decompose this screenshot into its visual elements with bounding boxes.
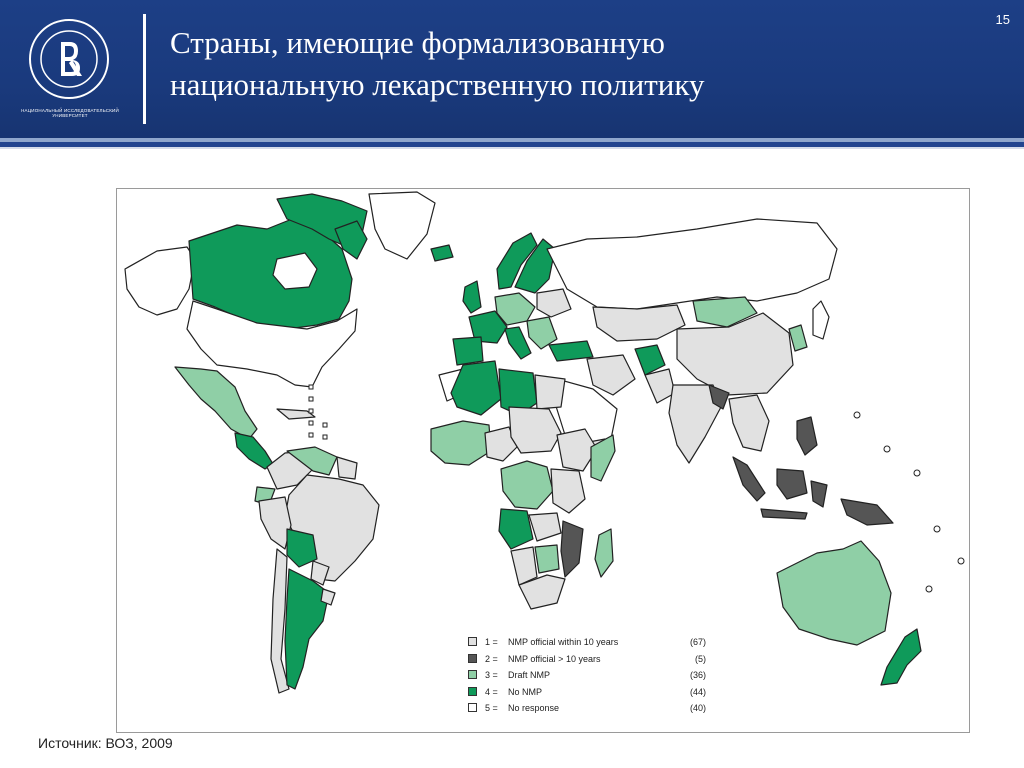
region-ukraine bbox=[537, 289, 571, 317]
map-legend bbox=[468, 636, 706, 719]
region-korea bbox=[789, 325, 807, 351]
legend-row-5 bbox=[468, 702, 706, 719]
region-southeast-asia bbox=[729, 395, 769, 451]
legend-count: (40) bbox=[689, 703, 706, 713]
legend-num: 2 = bbox=[485, 653, 498, 664]
region-guiana bbox=[337, 457, 357, 479]
legend-label: No NMP bbox=[508, 686, 543, 697]
region-russia bbox=[547, 219, 837, 309]
legend-num: 3 = bbox=[485, 670, 498, 680]
region-sumatra bbox=[733, 457, 765, 501]
region-new-zealand bbox=[881, 629, 921, 685]
legend-swatch-1 bbox=[468, 637, 477, 646]
legend-num: 4 = bbox=[485, 686, 498, 697]
island-marker bbox=[884, 446, 890, 452]
region-australia bbox=[777, 541, 891, 645]
region-congo bbox=[501, 461, 553, 509]
region-china bbox=[677, 313, 793, 395]
island-marker bbox=[323, 423, 327, 427]
region-kazakhstan bbox=[593, 305, 685, 341]
region-japan bbox=[813, 301, 829, 339]
island-marker bbox=[934, 526, 940, 532]
region-mozambique bbox=[561, 521, 583, 577]
region-madagascar bbox=[595, 529, 613, 577]
legend-label: NMP official within 10 years bbox=[508, 637, 619, 647]
legend-swatch-4 bbox=[468, 687, 477, 696]
region-namibia bbox=[511, 547, 537, 585]
legend-count: (5) bbox=[695, 653, 706, 664]
region-iran bbox=[587, 355, 635, 395]
region-italy bbox=[505, 327, 531, 359]
island-marker bbox=[914, 470, 920, 476]
region-alaska bbox=[125, 247, 195, 315]
island-marker bbox=[309, 433, 313, 437]
legend-count: (67) bbox=[689, 637, 706, 647]
region-turkey bbox=[549, 341, 593, 361]
region-botswana bbox=[535, 545, 559, 573]
legend-num: 1 = bbox=[485, 637, 498, 647]
region-east-africa bbox=[551, 469, 585, 513]
legend-label: NMP official > 10 years bbox=[508, 653, 601, 664]
legend-num: 5 = bbox=[485, 703, 498, 713]
region-iberia bbox=[453, 337, 483, 365]
region-afghanistan bbox=[635, 345, 665, 375]
legend-row-2 bbox=[468, 653, 706, 670]
source-caption: Источник: ВОЗ, 2009 bbox=[38, 735, 173, 751]
header-divider bbox=[143, 14, 146, 124]
university-logo-icon bbox=[28, 18, 110, 100]
island-marker bbox=[309, 421, 313, 425]
legend-count: (44) bbox=[689, 686, 706, 697]
slide-title-line1: Страны, имеющие формализованную bbox=[170, 25, 665, 60]
legend-row-4 bbox=[468, 686, 706, 703]
legend-row-1 bbox=[468, 636, 706, 653]
legend-swatch-2 bbox=[468, 654, 477, 663]
legend-row-3 bbox=[468, 669, 706, 686]
island-marker bbox=[958, 558, 964, 564]
island-marker bbox=[926, 586, 932, 592]
header-bar bbox=[0, 0, 1024, 138]
region-greenland bbox=[369, 192, 435, 259]
island-marker bbox=[323, 435, 327, 439]
slide-title bbox=[170, 22, 930, 106]
region-egypt bbox=[535, 375, 565, 409]
logo-caption-line2: УНИВЕРСИТЕТ bbox=[52, 113, 88, 118]
slide-title-line2: национальную лекарственную политику bbox=[170, 67, 705, 102]
region-mexico bbox=[175, 367, 257, 439]
legend-count: (36) bbox=[689, 670, 706, 680]
logo-caption bbox=[14, 108, 126, 118]
page-number: 15 bbox=[995, 12, 1010, 27]
region-philippines bbox=[797, 417, 817, 455]
region-algeria bbox=[451, 361, 501, 415]
region-iceland bbox=[431, 245, 453, 261]
logo-caption-line1: НАЦИОНАЛЬНЫЙ ИССЛЕДОВАТЕЛЬСКИЙ bbox=[21, 108, 119, 113]
region-pakistan bbox=[645, 369, 675, 403]
region-angola bbox=[499, 509, 533, 549]
legend-label: Draft NMP bbox=[508, 670, 551, 680]
region-central-america bbox=[235, 433, 273, 469]
island-marker bbox=[854, 412, 860, 418]
region-peru bbox=[259, 497, 291, 549]
region-west-africa bbox=[431, 421, 491, 465]
legend-swatch-3 bbox=[468, 670, 477, 679]
legend-label: No response bbox=[508, 703, 560, 713]
region-papua bbox=[841, 499, 893, 525]
island-marker bbox=[309, 385, 313, 389]
region-argentina bbox=[285, 569, 329, 689]
region-borneo bbox=[777, 469, 807, 499]
region-java bbox=[761, 509, 807, 519]
region-sulawesi bbox=[811, 481, 827, 507]
region-zambia bbox=[529, 513, 561, 541]
legend-swatch-5 bbox=[468, 703, 477, 712]
region-chad-sudan bbox=[509, 407, 561, 453]
header-stripe bbox=[0, 147, 1024, 149]
island-marker bbox=[309, 409, 313, 413]
world-map bbox=[116, 188, 970, 733]
island-marker bbox=[309, 397, 313, 401]
region-uk bbox=[463, 281, 481, 313]
